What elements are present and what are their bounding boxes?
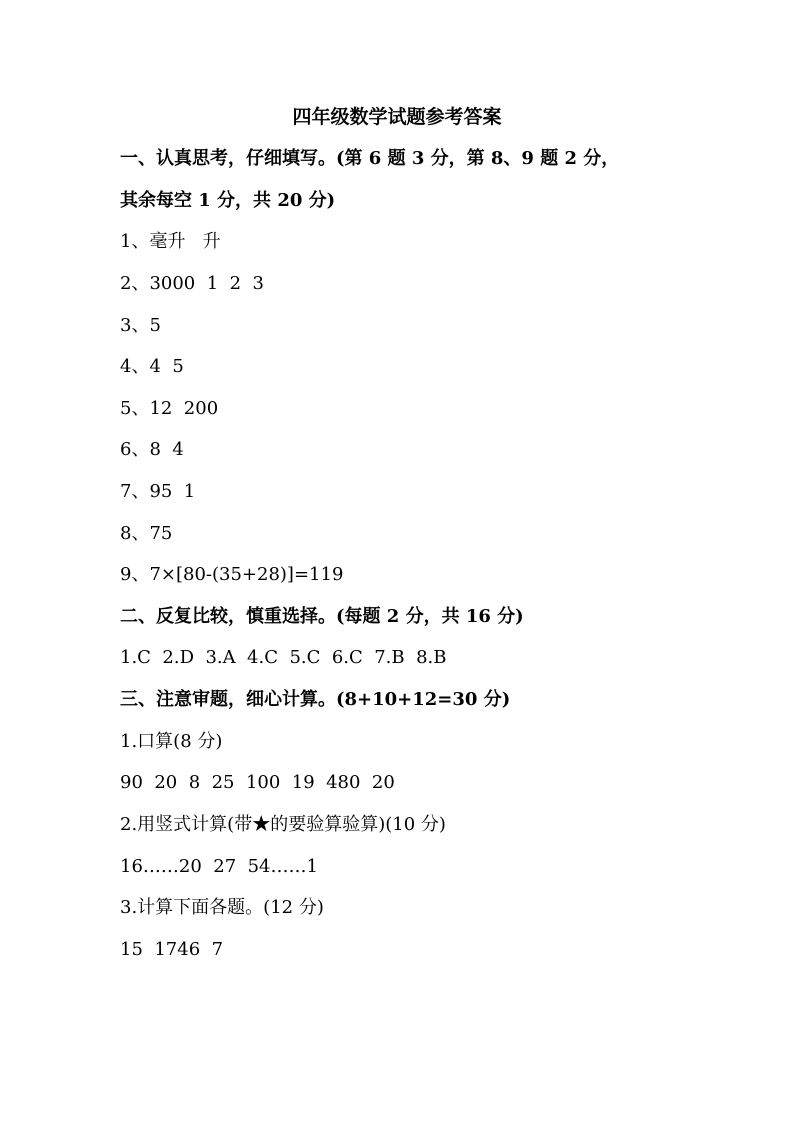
section3-part1-answers: 90 20 8 25 100 19 480 20: [120, 772, 395, 793]
answer-item-7: 7、95 1: [120, 481, 196, 502]
section3-part2-title: 2.用竖式计算(带★的要验算验算)(10 分): [120, 814, 446, 835]
section2-answers: 1.C 2.D 3.A 4.C 5.C 6.C 7.B 8.B: [120, 647, 447, 668]
answer-item-8: 8、75: [120, 523, 173, 544]
document-title: 四年级数学试题参考答案: [292, 106, 502, 128]
section3-part3-title: 3.计算下面各题。(12 分): [120, 897, 324, 918]
answer-item-3: 3、5: [120, 315, 161, 336]
section2-heading: 二、反复比较，慎重选择。(每题 2 分，共 16 分): [120, 606, 524, 627]
section3-part3-answers: 15 1746 7: [120, 939, 224, 960]
answer-item-6: 6、8 4: [120, 439, 184, 460]
section3-part2-answers: 16……20 27 54……1: [120, 856, 318, 877]
answer-item-4: 4、4 5: [120, 356, 184, 377]
section3-heading: 三、注意审题，细心计算。(8+10+12=30 分): [120, 689, 511, 710]
section1-heading: 一、认真思考，仔细填写。(第 6 题 3 分，第 8、9 题 2 分，: [120, 148, 620, 169]
answer-item-1: 1、毫升 升: [120, 231, 221, 252]
answer-item-5: 5、12 200: [120, 398, 219, 419]
section3-part1-title: 1.口算(8 分): [120, 731, 223, 752]
section1-heading-continued: 其余每空 1 分，共 20 分): [120, 190, 336, 211]
answer-item-9: 9、7×[80-(35+28)]=119: [120, 564, 344, 585]
answer-item-2: 2、3000 1 2 3: [120, 273, 264, 294]
